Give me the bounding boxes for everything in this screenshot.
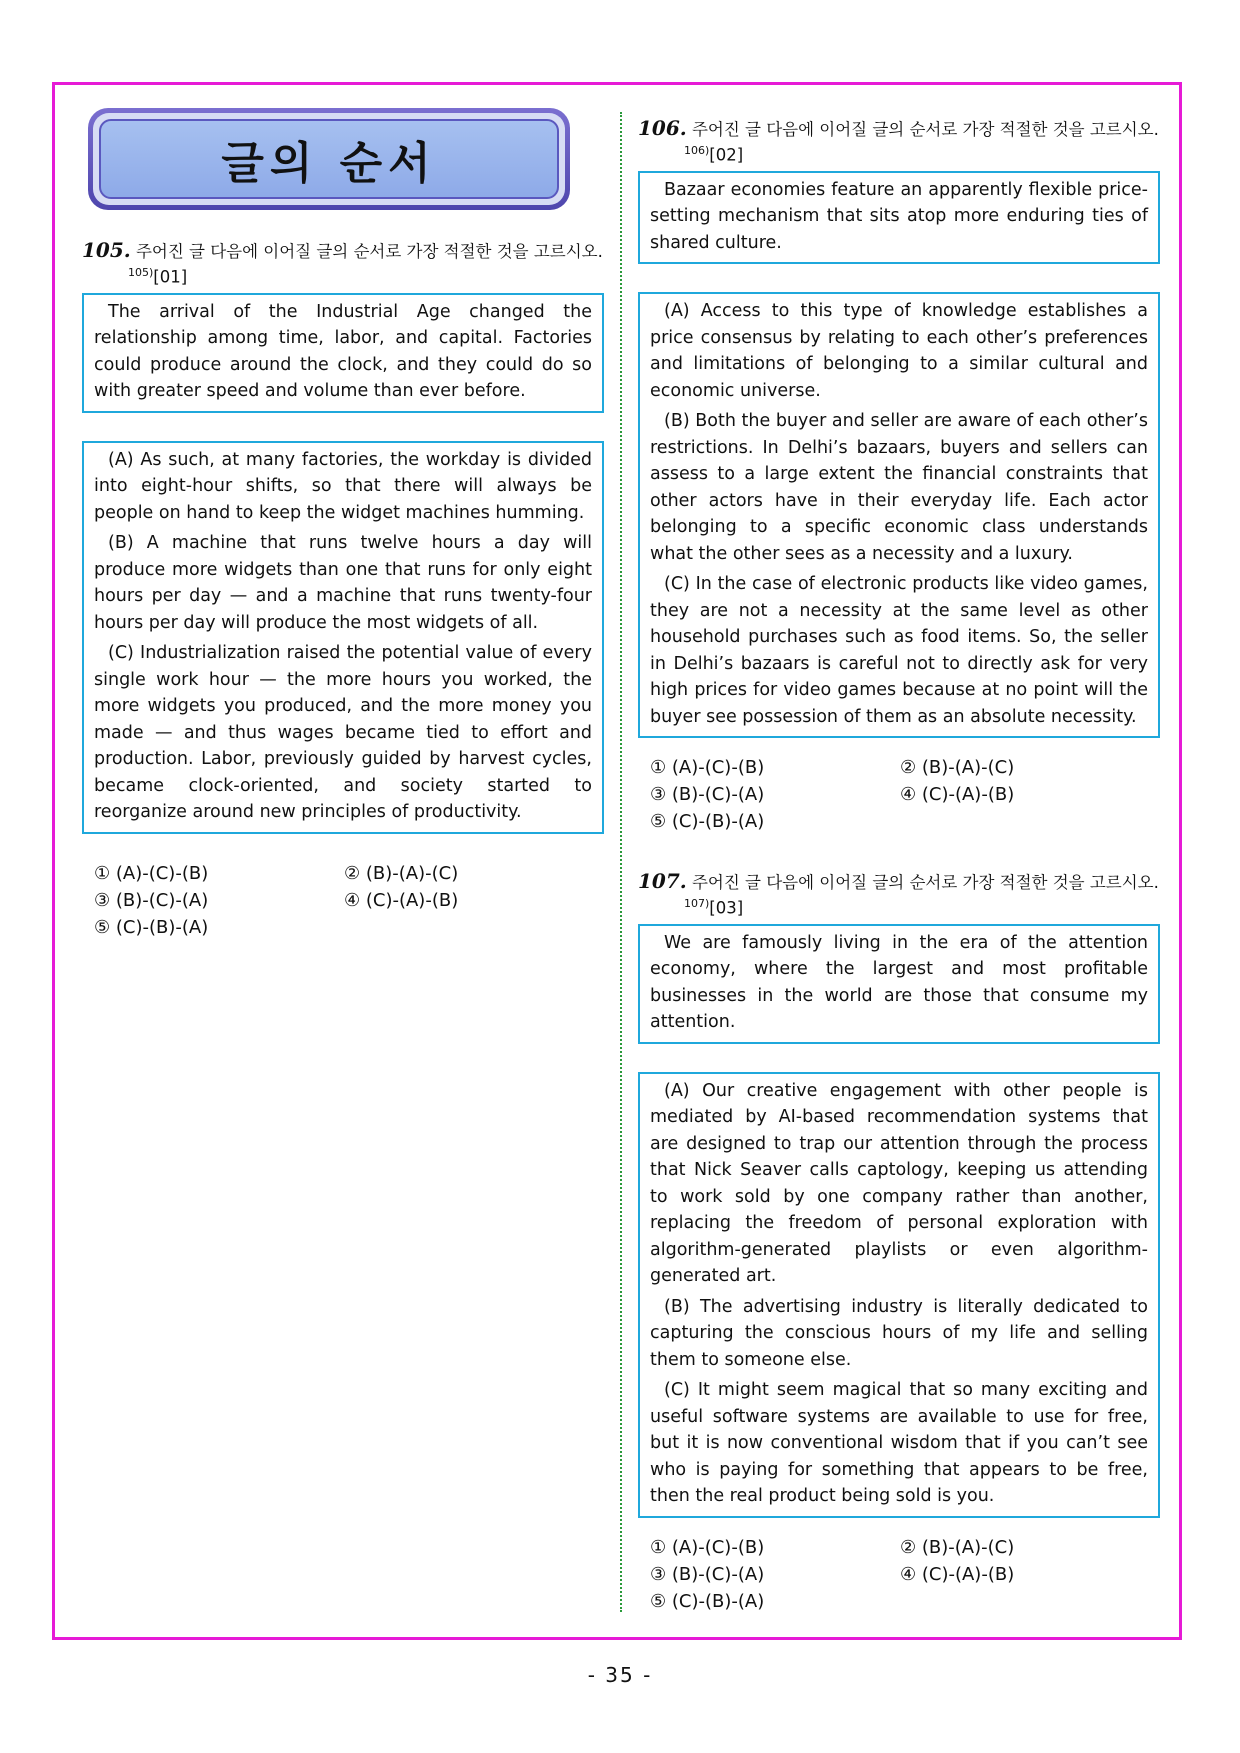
option-1[interactable]: ① (A)-(C)-(B) bbox=[650, 757, 765, 778]
question-ref: $^{107)}$[03] bbox=[684, 897, 744, 918]
question-107 bbox=[638, 871, 1160, 1615]
option-5[interactable]: ⑤ (C)-(B)-(A) bbox=[650, 1590, 765, 1612]
question-prompt: 주어진 글 다음에 이어질 글의 순서로 가장 적절한 것을 고르시오. bbox=[691, 120, 1159, 139]
question-header bbox=[82, 240, 604, 262]
option-1[interactable]: ① (A)-(C)-(B) bbox=[650, 1536, 765, 1558]
question-105 bbox=[82, 240, 604, 941]
option-2[interactable]: ② (B)-(A)-(C) bbox=[344, 862, 459, 884]
paragraph-a: (A) Access to this type of knowledge establishes a price consensus by relating to each other’s preferences and limitations of belonging to a similar cultural and economic universe. bbox=[650, 301, 1148, 401]
paragraph-a: (A) As such, at many factories, the workday is divided into eight-hour shifts, so that there will always be people on hand to keep the widget machines humming. bbox=[94, 449, 592, 523]
option-3[interactable]: ③ (B)-(C)-(A) bbox=[650, 784, 765, 805]
option-1[interactable]: ① (A)-(C)-(B) bbox=[94, 862, 209, 884]
option-4[interactable]: ④ (C)-(A)-(B) bbox=[900, 1563, 1015, 1585]
ordered-paragraphs bbox=[638, 292, 1160, 738]
option-3[interactable]: ③ (B)-(C)-(A) bbox=[94, 889, 209, 911]
ordered-paragraphs bbox=[638, 1072, 1160, 1518]
question-prompt: 주어진 글 다음에 이어질 글의 순서로 가장 적절한 것을 고르시오. bbox=[135, 242, 603, 261]
left-column bbox=[82, 108, 604, 941]
answer-options bbox=[638, 754, 1160, 835]
question-ref: $^{105)}$[01] bbox=[128, 266, 188, 287]
question-number: 105. bbox=[82, 238, 131, 262]
given-passage: We are famously living in the era of the attention economy, where the largest and most profitable businesses in the world are those that consume my attention. bbox=[638, 924, 1160, 1044]
option-3[interactable]: ③ (B)-(C)-(A) bbox=[650, 1563, 765, 1585]
question-ref: $^{106)}$[02] bbox=[684, 144, 744, 165]
question-number: 107. bbox=[638, 869, 687, 893]
section-banner bbox=[88, 108, 570, 210]
answer-options bbox=[638, 1534, 1160, 1615]
paragraph-b: (B) The advertising industry is literally dedicated to capturing the conscious hours of my life and selling them to someone else. bbox=[650, 1296, 1148, 1370]
option-4[interactable]: ④ (C)-(A)-(B) bbox=[900, 784, 1015, 805]
option-2[interactable]: ② (B)-(A)-(C) bbox=[900, 1536, 1015, 1558]
given-passage: The arrival of the Industrial Age changed the relationship among time, labor, and capital. Factories could produce around the clock, and they could do so with greater speed and volume than ever before. bbox=[82, 293, 604, 413]
option-4[interactable]: ④ (C)-(A)-(B) bbox=[344, 889, 459, 911]
question-header bbox=[638, 871, 1160, 893]
paragraph-c: (C) Industrialization raised the potential value of every single work hour — the more hours you worked, the more widgets you produced, and the more money you made — and thus wages became tied to effort and production. Labor, previously guided by harvest cycles, became clock-oriented, and society started to reorganize around new principles of productivity. bbox=[94, 643, 592, 822]
ordered-paragraphs bbox=[82, 441, 604, 834]
question-106 bbox=[638, 118, 1160, 835]
question-prompt: 주어진 글 다음에 이어질 글의 순서로 가장 적절한 것을 고르시오. bbox=[691, 873, 1159, 892]
paragraph-b: (B) A machine that runs twelve hours a day will produce more widgets than one that runs for only eight hours per day — and a machine that runs twenty-four hours per day will produce the most widgets of all. bbox=[94, 533, 592, 633]
question-header bbox=[638, 118, 1160, 140]
given-passage: Bazaar economies feature an apparently flexible price-setting mechanism that sits atop more enduring ties of shared culture. bbox=[638, 171, 1160, 265]
paragraph-b: (B) Both the buyer and seller are aware of each other’s restrictions. In Delhi’s bazaars, buyers and sellers can assess to a large extent the financial constraints that other actors have in their everyday life. Each actor belonging to a specific economic class understands what the other sees as a necessity and a luxury. bbox=[650, 411, 1148, 564]
option-5[interactable]: ⑤ (C)-(B)-(A) bbox=[650, 811, 765, 832]
right-column bbox=[638, 118, 1160, 1615]
paragraph-c: (C) It might seem magical that so many exciting and useful software systems are available to use for free, but it is now conventional wisdom that if you can’t see who is paying for something that appears to be free, then the real product being sold is you. bbox=[650, 1380, 1148, 1506]
column-divider bbox=[620, 112, 622, 1612]
section-title: 글의 순서 bbox=[221, 138, 437, 189]
option-2[interactable]: ② (B)-(A)-(C) bbox=[900, 757, 1015, 778]
answer-options bbox=[82, 860, 604, 941]
option-5[interactable]: ⑤ (C)-(B)-(A) bbox=[94, 916, 209, 938]
paragraph-c: (C) In the case of electronic products like video games, they are not a necessity at the same level as other household purchases such as food items. So, the seller in Delhi’s bazaars is careful not to directly ask for very high prices for video games because at no point will the buyer see possession of them as an absolute necessity. bbox=[650, 574, 1148, 727]
question-number: 106. bbox=[638, 116, 687, 140]
paragraph-a: (A) Our creative engagement with other people is mediated by AI-based recommendation systems that are designed to trap our attention through the process that Nick Seaver calls captology, keeping us attending to work sold by one company rather than another, replacing the freedom of personal exploration with algorithm-generated playlists or even algorithm-generated art. bbox=[650, 1080, 1148, 1286]
page-number: - 35 - bbox=[587, 1663, 653, 1687]
